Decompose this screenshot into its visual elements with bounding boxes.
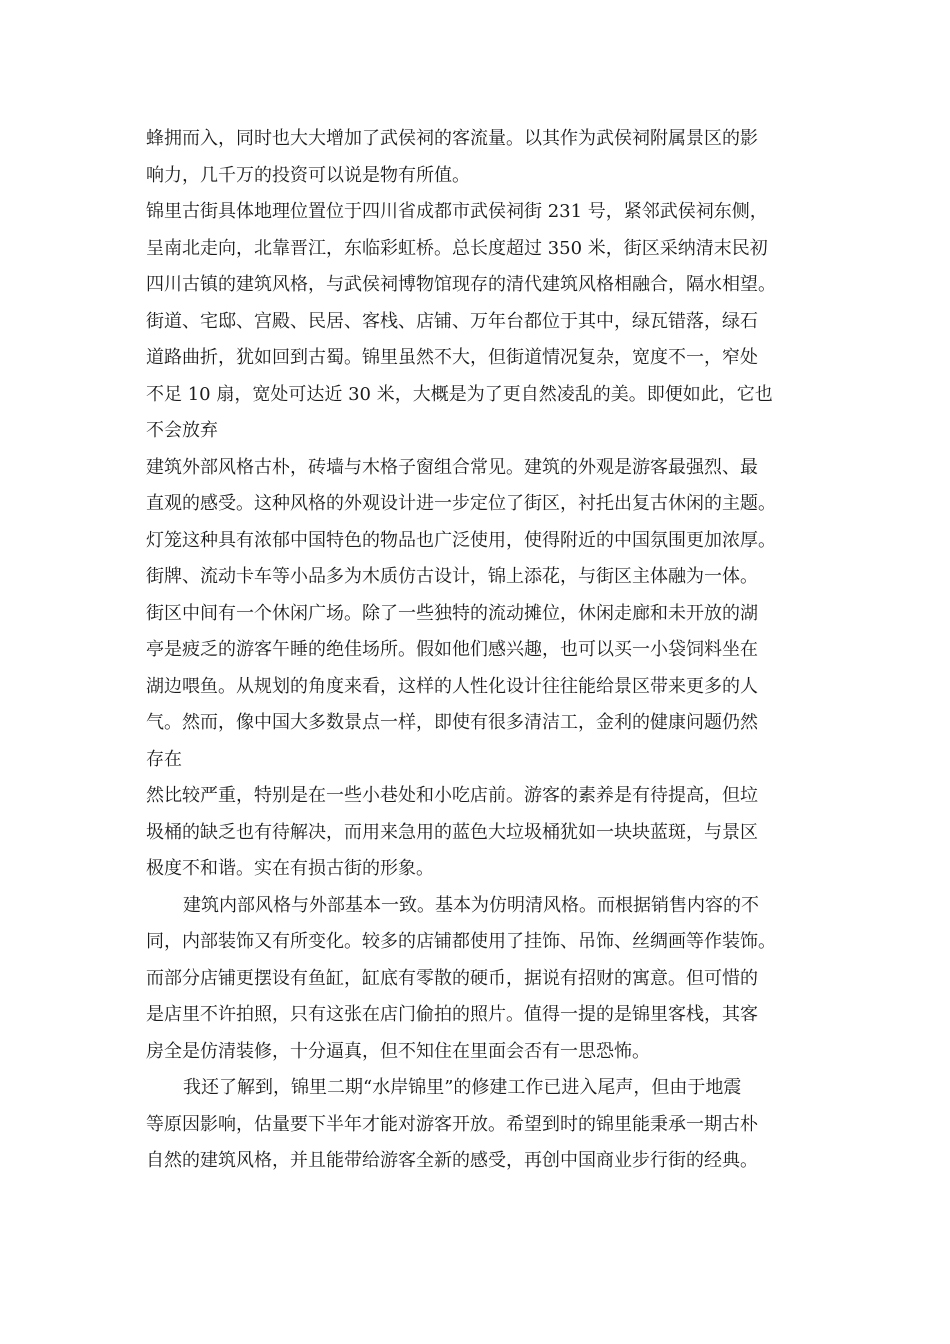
document-body	[146, 121, 816, 1180]
text-line: 不会放弃	[146, 420, 218, 441]
text-line: 同，内部装饰又有所变化。较多的店铺都使用了挂饰、吊饰、丝绸画等作装饰。	[146, 931, 776, 952]
text-line: 四川古镇的建筑风格，与武侯祠博物馆现存的清代建筑风格相融合，隔水相望。	[146, 274, 776, 295]
text-line: 自然的建筑风格，并且能带给游客全新的感受，再创中国商业步行街的经典。	[146, 1150, 758, 1171]
text-line: 蜂拥而入，同时也大大增加了武侯祠的客流量。以其作为武侯祠附属景区的影	[146, 128, 758, 149]
text-line: 我还了解到，锦里二期“水岸锦里”的修建工作已进入尾声，但由于地震	[183, 1077, 742, 1098]
text-line: 极度不和谐。实在有损古街的形象。	[146, 858, 434, 879]
text-line: 建筑外部风格古朴，砖墙与木格子窗组合常见。建筑的外观是游客最强烈、最	[146, 456, 758, 478]
text-line: 街道、宅邸、宫殿、民居、客栈、店铺、万年台都位于其中，绿瓦错落，绿石	[146, 310, 758, 332]
text-line: 街区中间有一个休闲广场。除了一些独特的流动摊位，休闲走廊和未开放的湖	[146, 602, 758, 624]
text-line: 亭是疲乏的游客午睡的绝佳场所。假如他们感兴趣，也可以买一小袋饲料坐在	[146, 639, 758, 660]
text-line: 等原因影响，估量要下半年才能对游客开放。希望到时的锦里能秉承一期古朴	[146, 1113, 758, 1135]
text-line: 呈南北走向，北靠晋江，东临彩虹桥。总长度超过 350 米，街区采纳清末民初	[146, 237, 768, 259]
text-line: 存在	[146, 748, 182, 770]
text-line: 建筑内部风格与外部基本一致。基本为仿明清风格。而根据销售内容的不	[183, 894, 759, 916]
text-line: 气。然而，像中国大多数景点一样，即使有很多清洁工，金利的健康问题仍然	[146, 712, 758, 733]
text-line: 房全是仿清装修，十分逼真，但不知住在里面会否有一思恐怖。	[146, 1040, 650, 1062]
text-line: 是店里不许拍照，只有这张在店门偷拍的照片。值得一提的是锦里客栈，其客	[146, 1004, 758, 1025]
text-line: 圾桶的缺乏也有待解决，而用来急用的蓝色大垃圾桶犹如一块块蓝斑，与景区	[146, 821, 758, 843]
text-line: 道路曲折，犹如回到古蜀。锦里虽然不大，但街道情况复杂，宽度不一，窄处	[146, 347, 758, 368]
text-line: 街牌、流动卡车等小品多为木质仿古设计，锦上添花，与街区主体融为一体。	[146, 566, 758, 587]
text-line: 而部分店铺更摆设有鱼缸，缸底有零散的硬币，据说有招财的寓意。但可惜的	[146, 967, 758, 989]
text-line: 灯笼这种具有浓郁中国特色的物品也广泛使用，使得附近的中国氛围更加浓厚。	[146, 529, 776, 551]
text-line: 直观的感受。这种风格的外观设计进一步定位了街区，衬托出复古休闲的主题。	[146, 493, 776, 514]
text-line: 然比较严重，特别是在一些小巷处和小吃店前。游客的素养是有待提高，但垃	[146, 785, 758, 806]
text-line: 湖边喂鱼。从规划的角度来看，这样的人性化设计往往能给景区带来更多的人	[146, 675, 758, 697]
text-line: 响力，几千万的投资可以说是物有所值。	[146, 164, 470, 186]
text-line: 不足 10 扇，宽处可达近 30 米，大概是为了更自然凌乱的美。即便如此，它也	[146, 383, 773, 405]
text-line: 锦里古街具体地理位置位于四川省成都市武侯祠街 231 号，紧邻武侯祠东侧，	[146, 201, 768, 222]
